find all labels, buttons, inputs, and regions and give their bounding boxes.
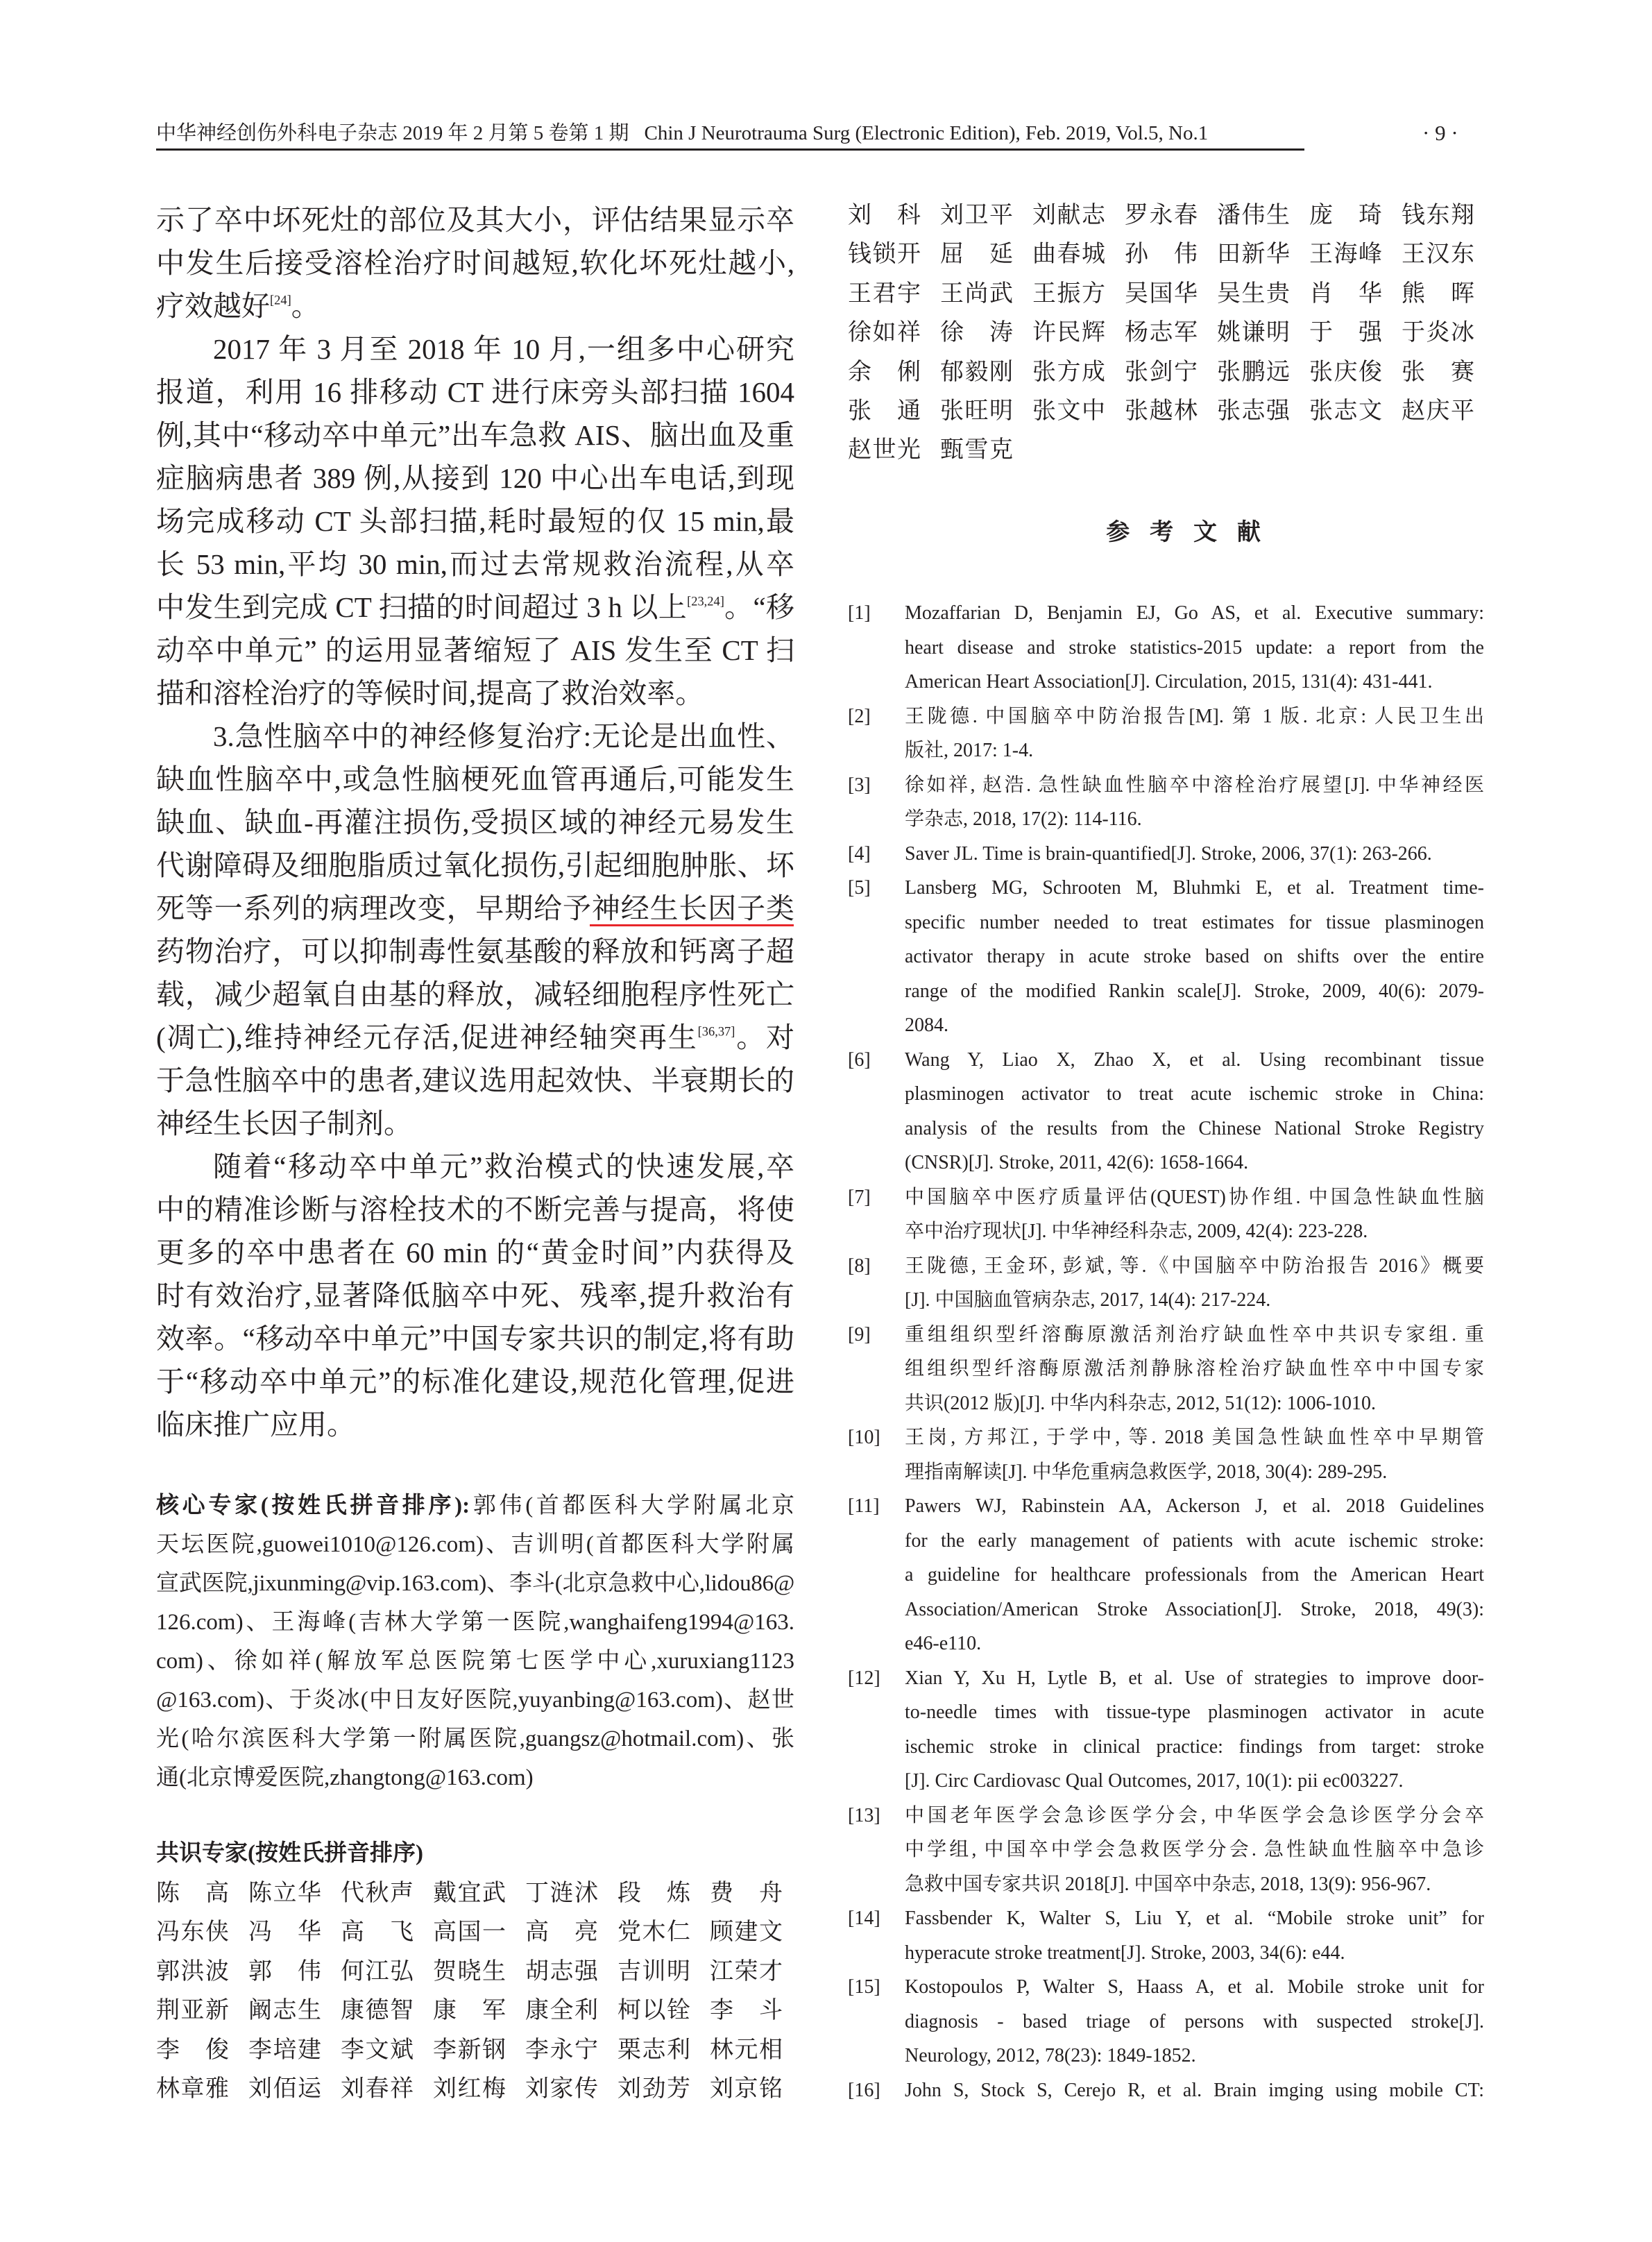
reference-item [848, 1249, 1484, 1318]
reference-item [848, 1318, 1484, 1421]
expert-name: 高 飞 [341, 1919, 414, 1946]
expert-name: 李 斗 [710, 1998, 783, 2024]
expert-name: 高 亮 [525, 1919, 598, 1946]
reference-item [848, 2073, 1484, 2108]
expert-name: 刘红梅 [433, 2075, 506, 2102]
expert-name: 胡志强 [525, 1958, 598, 1985]
reference-number: [4] [848, 842, 871, 865]
expert-name: 孙 伟 [1125, 241, 1198, 268]
line-text: 时有效治疗,显著降低脑卒中死、残率,提升救治有 [156, 1280, 794, 1311]
reference-number: [6] [848, 1048, 871, 1071]
text-line [156, 844, 794, 887]
line-text: 光(哈尔滨医科大学第一附属医院,guangsz@hotmail.com)、张 [156, 1726, 794, 1751]
reference-line: for the early management of patients with acute ischemic stroke: [905, 1529, 1484, 1552]
text-line [156, 1719, 794, 1758]
citation-superscript: [24] [270, 293, 291, 307]
line-text-after: 。“移 [724, 591, 795, 623]
line-text: 中的精准诊断与溶栓技术的不断完善与提高，将使 [156, 1194, 794, 1225]
expert-name: 戴宜武 [433, 1880, 506, 1906]
line-text: 3.急性脑卒中的神经修复治疗:无论是出血性、 [213, 720, 794, 752]
line-text-after: 。 [291, 290, 320, 322]
expert-name: 段 炼 [618, 1880, 690, 1906]
reference-item [848, 699, 1484, 768]
expert-name: 康全利 [525, 1998, 598, 2024]
reference-line: 中学组, 中国卒中学会急救医学分会. 急性缺血性脑卒中急诊 [905, 1839, 1484, 1860]
citation-superscript: [36,37] [697, 1024, 735, 1039]
line-text: 代谢障碍及细胞脂质过氧化损伤,引起细胞肿胀、坏 [156, 849, 794, 881]
reference-line: 卒中治疗现状[J]. 中华神经科杂志, 2009, 42(4): 223-228. [905, 1221, 1368, 1242]
reference-item [848, 1043, 1484, 1180]
reference-line: Saver JL. Time is brain-quantified[J]. Stroke, 2006, 37(1): 263-266. [905, 842, 1432, 865]
text-line [156, 1681, 794, 1719]
expert-name: 贺晓生 [433, 1958, 506, 1985]
line-text: 郭伟(首都医科大学附属北京 [470, 1493, 795, 1518]
text-line [156, 285, 794, 328]
reference-line: heart disease and stroke statistics-2015 update: a report from the [905, 636, 1484, 659]
text-line [156, 758, 794, 801]
expert-name: 张越林 [1125, 398, 1198, 424]
reference-number: [9] [848, 1323, 871, 1345]
reference-line: Association/American Stroke Association[J]. Stroke, 2018, 49(3): [905, 1598, 1484, 1620]
reference-item [848, 837, 1484, 872]
reference-number: [5] [848, 877, 871, 899]
expert-name: 钱锁开 [848, 241, 921, 268]
expert-name: 张文中 [1032, 398, 1105, 424]
expert-name: 吴生贵 [1217, 280, 1290, 307]
red-annotation-underline [590, 924, 794, 926]
reference-item [848, 596, 1484, 699]
references-list [848, 596, 1484, 2107]
reference-text [905, 1043, 1484, 1180]
expert-name: 刘京铭 [710, 2075, 783, 2102]
journal-title-cn: 中华神经创伤外科电子杂志 2019 年 2 月第 5 卷第 1 期 [156, 122, 629, 144]
expert-name: 代秋声 [341, 1880, 414, 1906]
reference-text [905, 1318, 1484, 1421]
expert-name: 冯 华 [248, 1919, 321, 1946]
reference-line: John S, Stock S, Cerejo R, et al. Brain imging using mobile CT: [905, 2079, 1484, 2101]
reference-text [905, 768, 1484, 837]
reference-line: 徐如祥, 赵浩. 急性缺血性脑卒中溶栓治疗展望[J]. 中华神经医 [905, 774, 1484, 796]
expert-name: 于炎冰 [1402, 320, 1474, 346]
expert-name: 王尚武 [940, 280, 1013, 307]
text-line [156, 1758, 794, 1797]
expert-name: 潘伟生 [1217, 203, 1290, 228]
reference-item [848, 1489, 1484, 1661]
reference-line: ischemic stroke in clinical practice: findings from target: stroke [905, 1735, 1484, 1758]
text-line [156, 930, 794, 973]
reference-number: [12] [848, 1667, 880, 1689]
text-line [156, 586, 794, 629]
expert-name: 张 赛 [1402, 359, 1474, 385]
reference-item [848, 1901, 1484, 1970]
line-text: 临床推广应用。 [156, 1409, 355, 1441]
expert-name: 于 强 [1309, 320, 1382, 346]
expert-name: 林元相 [710, 2037, 783, 2063]
line-text: 于急性脑卒中的患者,建议选用起效快、半衰期长的 [156, 1064, 794, 1096]
running-header [156, 118, 1304, 151]
reference-line: specific number needed to treat estimates for tissue plasminogen [905, 911, 1484, 933]
text-line [156, 1102, 794, 1145]
expert-name: 赵世光 [848, 437, 921, 464]
reference-line: 中国老年医学会急诊医学分会, 中华医学会急诊医学分会卒 [905, 1804, 1484, 1826]
expert-name: 李永宁 [525, 2037, 598, 2063]
reference-line: e46-e110. [905, 1633, 982, 1654]
text-line [156, 801, 794, 844]
reference-text [905, 1180, 1484, 1249]
reference-text [905, 837, 1484, 872]
expert-name: 曲春城 [1032, 241, 1105, 268]
line-text-after: 。对 [735, 1021, 795, 1053]
line-text: 缺血、缺血-再灌注损伤,受损区域的神经元易发生 [156, 806, 794, 838]
expert-name: 余 俐 [848, 359, 921, 385]
line-text: 场完成移动 CT 头部扫描,耗时最短的仅 15 min,最 [156, 505, 794, 537]
reference-line: 急救中国专家共识 2018[J]. 中国卒中杂志, 2018, 13(9): 956-967. [905, 1873, 1431, 1895]
expert-name: 姚谦明 [1217, 320, 1290, 346]
expert-name: 王汉东 [1402, 241, 1474, 268]
reference-number: [2] [848, 705, 871, 727]
expert-name: 罗永春 [1125, 203, 1198, 228]
reference-number: [10] [848, 1427, 880, 1448]
reference-item [848, 1661, 1484, 1799]
text-line [156, 1642, 794, 1681]
expert-name: 张志强 [1217, 398, 1290, 424]
line-text: 载，减少超氧自由基的释放，减轻细胞程序性死亡 [156, 978, 794, 1010]
line-text: 示了卒中坏死灶的部位及其大小，评估结果显示卒 [156, 204, 794, 236]
expert-name: 丁涟沭 [525, 1880, 598, 1906]
reference-line: 王陇德, 王金环, 彭斌, 等.《中国脑卒中防治报告 2016》概要 [905, 1255, 1484, 1277]
expert-name: 赵庆平 [1402, 398, 1474, 424]
reference-line: Mozaffarian D, Benjamin EJ, Go AS, et al. Executive summary: [905, 602, 1484, 624]
line-text: 效率。“移动卒中单元”中国专家共识的制定,将有助 [156, 1323, 794, 1354]
expert-name: 郁毅刚 [940, 359, 1013, 385]
reference-line: Pawers WJ, Rabinstein AA, Ackerson J, et al. 2018 Guidelines [905, 1495, 1484, 1517]
expert-name: 张方成 [1032, 359, 1105, 385]
expert-name: 郭 伟 [248, 1958, 321, 1985]
reference-line: 2084. [905, 1014, 948, 1036]
reference-line: diagnosis - based triage of persons with suspected stroke[J]. [905, 2010, 1484, 2032]
line-text: 死等一系列的病理改变，早期给予神经生长因子类 [156, 892, 794, 924]
line-text: 随着“移动卒中单元”救治模式的快速发展,卒 [213, 1150, 794, 1182]
expert-name: 陈 高 [156, 1880, 229, 1906]
expert-name: 栗志利 [618, 2037, 690, 2063]
text-line [156, 414, 794, 457]
text-line [156, 457, 794, 500]
bold-label: 核心专家(按姓氏拼音排序): [156, 1493, 470, 1518]
expert-name: 刘卫平 [940, 203, 1013, 228]
expert-name: 张鹏远 [1217, 359, 1290, 385]
reference-line: American Heart Association[J]. Circulation, 2015, 131(4): 431-441. [905, 671, 1433, 693]
expert-name: 张志文 [1309, 398, 1382, 424]
line-text: 126.com)、王海峰(吉林大学第一医院,wanghaifeng1994@163. [156, 1610, 794, 1635]
reference-line: 理指南解读[J]. 中华危重病急救医学, 2018, 30(4): 289-295. [905, 1461, 1388, 1483]
line-text: 长 53 min,平均 30 min,而过去常规救治流程,从卒 [156, 548, 794, 580]
expert-name: 庞 琦 [1309, 203, 1382, 228]
reference-line: 共识(2012 版)[J]. 中华内科杂志, 2012, 51(12): 1006-1010. [905, 1392, 1376, 1414]
reference-line: Neurology, 2012, 78(23): 1849-1852. [905, 2045, 1196, 2066]
line-text: (凋亡),维持神经元存活,促进神经轴突再生 [156, 1021, 698, 1053]
text-line [156, 1231, 794, 1274]
journal-title-en: Chin J Neurotrauma Surg (Electronic Edition), Feb. 2019, Vol.5, No.1 [644, 122, 1209, 144]
expert-name: 甄雪克 [940, 437, 1013, 464]
expert-name: 徐如祥 [848, 320, 921, 346]
reference-number: [16] [848, 2079, 880, 2101]
expert-name: 刘家传 [525, 2075, 598, 2102]
line-text: 于“移动卒中单元”的标准化建设,规范化管理,促进 [156, 1366, 794, 1398]
expert-name: 李文斌 [341, 2037, 414, 2063]
line-text: 更多的卒中患者在 60 min 的“黄金时间”内获得及 [156, 1237, 794, 1268]
reference-text [905, 699, 1484, 768]
expert-name: 王君宇 [848, 280, 921, 307]
reference-line: to-needle times with tissue-type plasminogen activator in acute [905, 1701, 1484, 1723]
reference-text [905, 596, 1484, 699]
expert-name: 李 俊 [156, 2037, 229, 2063]
line-text: 神经生长因子制剂。 [156, 1107, 412, 1139]
reference-text [905, 1901, 1484, 1970]
reference-line: activator therapy in acute stroke based on shifts over the entire [905, 946, 1484, 967]
reference-item [848, 1970, 1484, 2073]
expert-name: 冯东侠 [156, 1919, 229, 1946]
text-line [156, 973, 794, 1016]
expert-name: 顾建文 [710, 1919, 783, 1946]
line-text: 缺血性脑卒中,或急性脑梗死血管再通后,可能发生 [156, 763, 794, 795]
text-line [156, 1145, 794, 1188]
line-text: @163.com)、于炎冰(中日友好医院,yuyanbing@163.com)、赵世 [156, 1688, 794, 1713]
text-line [156, 672, 794, 715]
expert-name: 刘佰运 [248, 2075, 321, 2102]
expert-name: 康德智 [341, 1998, 414, 2024]
reference-text [905, 1661, 1484, 1799]
text-line [156, 198, 794, 241]
reference-number: [15] [848, 1976, 880, 1998]
line-text: 中发生后接受溶栓治疗时间越短,软化坏死灶越小, [156, 247, 794, 279]
reference-item [848, 1420, 1484, 1489]
expert-name: 许民辉 [1032, 320, 1105, 346]
text-line [156, 543, 794, 586]
reference-text [905, 2073, 1484, 2108]
expert-name: 林章雅 [156, 2075, 229, 2102]
reference-line: (CNSR)[J]. Stroke, 2011, 42(6): 1658-1664. [905, 1152, 1249, 1173]
reference-line: [J]. 中国脑血管病杂志, 2017, 14(4): 217-224. [905, 1289, 1271, 1311]
text-line [156, 1525, 794, 1564]
reference-line: a guideline for healthcare professionals from the American Heart [905, 1564, 1484, 1586]
reference-text [905, 1799, 1484, 1902]
expert-name: 张庆俊 [1309, 359, 1382, 385]
expert-name: 郭洪波 [156, 1958, 229, 1985]
reference-line: 组组织型纤溶酶原激活剂静脉溶栓治疗缺血性卒中中国专家 [905, 1358, 1484, 1379]
reference-line: Xian Y, Xu H, Lytle B, et al. Use of strategies to improve door- [905, 1667, 1484, 1689]
reference-item [848, 871, 1484, 1043]
expert-name: 吉训明 [618, 1958, 690, 1985]
text-line [156, 1188, 794, 1231]
reference-number: [1] [848, 602, 871, 624]
expert-name: 张剑宁 [1125, 359, 1198, 385]
expert-name: 刘 科 [848, 203, 921, 228]
reference-text [905, 1249, 1484, 1318]
expert-name: 张旺明 [940, 398, 1013, 424]
text-line [156, 500, 794, 543]
text-line [156, 629, 794, 672]
text-line [156, 1603, 794, 1642]
reference-item [848, 1180, 1484, 1249]
line-text: 症脑病患者 389 例,从接到 120 中心出车电话,到现 [156, 462, 794, 494]
reference-line: 王陇德. 中国脑卒中防治报告[M]. 第 1 版. 北京: 人民卫生出 [905, 705, 1484, 727]
expert-name: 刘劲芳 [618, 2075, 690, 2102]
reference-number: [13] [848, 1804, 880, 1826]
line-text: 通(北京博爱医院,zhangtong@163.com) [156, 1765, 534, 1790]
text-line [156, 328, 794, 371]
text-line [156, 1403, 794, 1446]
reference-item [848, 768, 1484, 837]
reference-line: [J]. Circ Cardiovasc Qual Outcomes, 2017, 10(1): pii ec003227. [905, 1770, 1404, 1792]
reference-line: 重组组织型纤溶酶原激活剂治疗缺血性卒中共识专家组. 重 [905, 1323, 1484, 1345]
text-line [156, 1274, 794, 1317]
line-text: 报道，利用 16 排移动 CT 进行床旁头部扫描 1604 [156, 376, 794, 408]
consensus-experts-list-right [848, 196, 1494, 470]
expert-name: 陈立华 [248, 1880, 321, 1906]
expert-name: 杨志军 [1125, 320, 1198, 346]
expert-name: 刘献志 [1032, 203, 1105, 228]
expert-name: 江荣才 [710, 1958, 783, 1985]
line-text: 中发生到完成 CT 扫描的时间超过 3 h 以上 [156, 591, 688, 623]
line-text: 描和溶栓治疗的等候时间,提高了救治效率。 [156, 677, 704, 709]
core-experts-paragraph [156, 1486, 794, 1797]
reference-line: 王岗, 方邦江, 于学中, 等. 2018 美国急性缺血性卒中早期管 [905, 1427, 1484, 1448]
expert-name: 何江弘 [341, 1958, 414, 1985]
references-heading: 参考文献 [1106, 520, 1281, 545]
reference-line: hyperacute stroke treatment[J]. Stroke, 2003, 34(6): e44. [905, 1942, 1345, 1964]
expert-name: 王海峰 [1309, 241, 1382, 268]
expert-name: 王振方 [1032, 280, 1105, 307]
body-text-left-column [156, 198, 794, 1446]
citation-superscript: [23,24] [687, 594, 724, 609]
expert-name: 荆亚新 [156, 1998, 229, 2024]
reference-number: [7] [848, 1186, 871, 1208]
text-line [156, 887, 794, 930]
reference-text [905, 1970, 1484, 2073]
reference-number: [11] [848, 1495, 880, 1517]
reference-line: range of the modified Rankin scale[J]. Stroke, 2009, 40(6): 2079- [905, 980, 1484, 1002]
text-line [156, 1317, 794, 1360]
reference-line: 学杂志, 2018, 17(2): 114-116. [905, 808, 1142, 830]
reference-text [905, 871, 1484, 1043]
expert-name: 屈 延 [940, 241, 1013, 268]
reference-line: Lansberg MG, Schrooten M, Bluhmki E, et al. Treatment time- [905, 877, 1484, 899]
line-text: 药物治疗，可以抑制毒性氨基酸的释放和钙离子超 [156, 935, 794, 967]
line-text: 2017 年 3 月至 2018 年 10 月,一组多中心研究 [213, 333, 794, 365]
reference-number: [8] [848, 1255, 871, 1277]
text-line [156, 1486, 794, 1525]
line-text: 天坛医院,guowei1010@126.com)、吉训明(首都医科大学附属 [156, 1532, 794, 1557]
expert-name: 党木仁 [618, 1919, 690, 1946]
text-line [156, 1360, 794, 1403]
consensus-experts-list-left [156, 1874, 802, 2109]
reference-line: 版社, 2017: 1-4. [905, 740, 1034, 761]
text-line [156, 715, 794, 758]
text-line [156, 1564, 794, 1603]
reference-line: Wang Y, Liao X, Zhao X, et al. Using recombinant tissue [905, 1048, 1484, 1071]
expert-name: 费 舟 [710, 1880, 783, 1906]
line-text: 宣武医院,jixunming@vip.163.com)、李斗(北京急救中心,lidou86@ [156, 1571, 794, 1596]
page-number: · 9 · [1422, 121, 1458, 145]
expert-name: 李新钢 [433, 2037, 506, 2063]
expert-name: 张 通 [848, 398, 921, 424]
reference-number: [3] [848, 774, 871, 796]
line-text: com)、徐如祥(解放军总医院第七医学中心,xuruxiang1123 [156, 1649, 794, 1674]
expert-name: 刘春祥 [341, 2075, 414, 2102]
expert-name: 田新华 [1217, 241, 1290, 268]
reference-line: Fassbender K, Walter S, Liu Y, et al. “Mobile stroke unit” for [905, 1908, 1484, 1929]
text-line [156, 1059, 794, 1102]
expert-name: 康 军 [433, 1998, 506, 2024]
reference-line: 中国脑卒中医疗质量评估(QUEST)协作组. 中国急性缺血性脑 [905, 1186, 1484, 1208]
text-line [156, 241, 794, 285]
expert-name: 徐 涛 [940, 320, 1013, 346]
reference-item [848, 1799, 1484, 1902]
reference-text [905, 1420, 1484, 1489]
expert-name: 吴国华 [1125, 280, 1198, 307]
expert-name: 钱东翔 [1402, 203, 1474, 228]
expert-name: 高国一 [433, 1919, 506, 1946]
consensus-experts-heading: 共识专家(按姓氏拼音排序) [156, 1841, 423, 1866]
expert-name: 熊 晖 [1402, 280, 1474, 307]
reference-line: Kostopoulos P, Walter S, Haass A, et al. Mobile stroke unit for [905, 1976, 1484, 1998]
line-text: 疗效越好 [156, 290, 270, 322]
reference-line: plasminogen activator to treat acute ischemic stroke in China: [905, 1083, 1484, 1105]
expert-name: 李培建 [248, 2037, 321, 2063]
expert-name: 柯以铨 [618, 1998, 690, 2024]
reference-number: [14] [848, 1908, 880, 1929]
reference-text [905, 1489, 1484, 1661]
expert-name: 肖 华 [1309, 280, 1382, 307]
reference-line: analysis of the results from the Chinese National Stroke Registry [905, 1117, 1484, 1139]
text-line [156, 1016, 794, 1059]
line-text: 例,其中“移动卒中单元”出车急救 AIS、脑出血及重 [156, 419, 794, 451]
text-line [156, 371, 794, 414]
expert-name: 阚志生 [248, 1998, 321, 2024]
line-text: 动卒中单元” 的运用显著缩短了 AIS 发生至 CT 扫 [156, 634, 794, 666]
